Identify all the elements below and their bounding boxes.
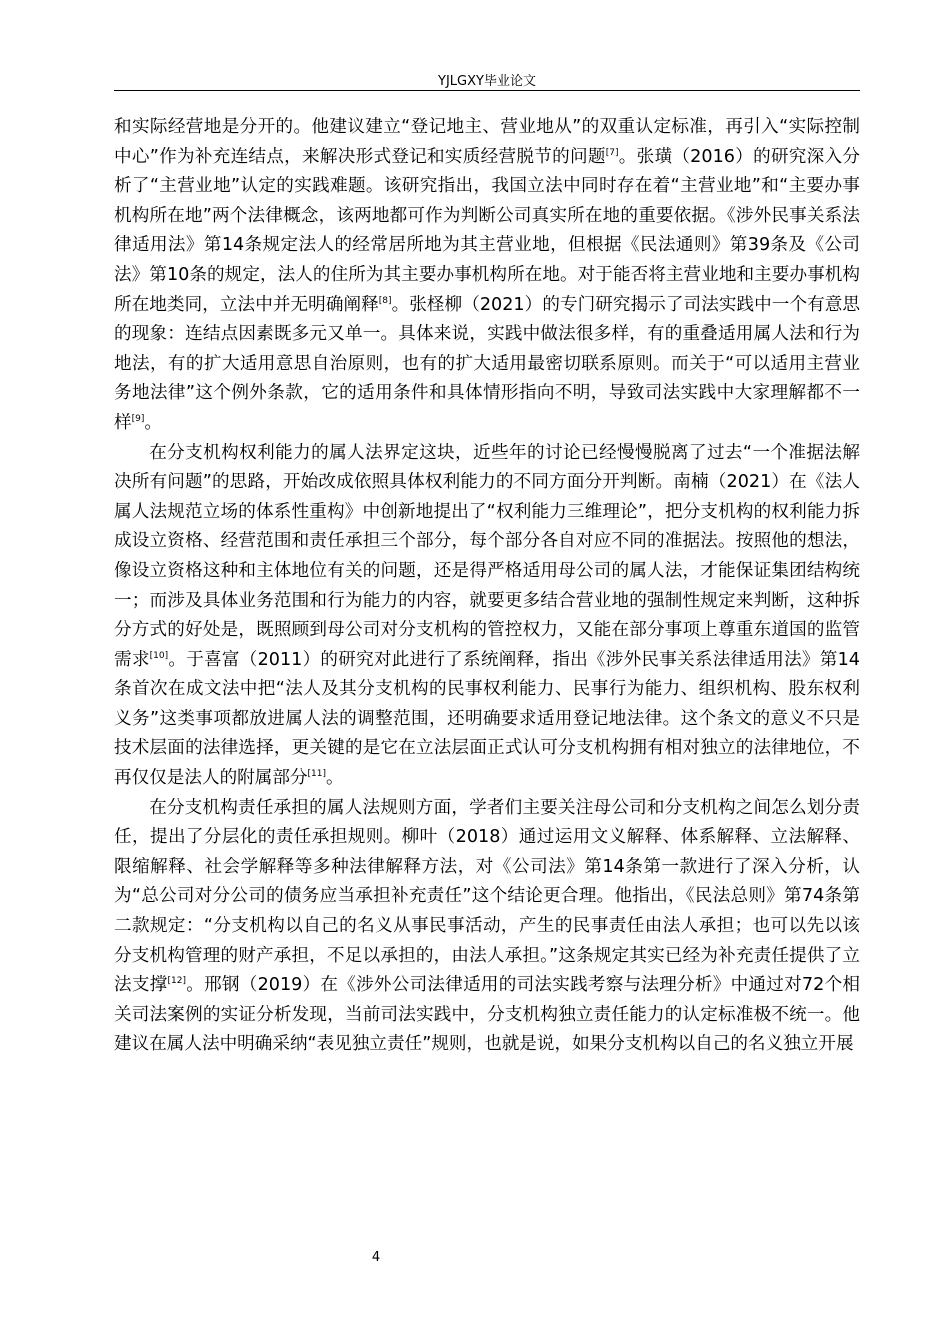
paragraph-text: 。 bbox=[144, 412, 162, 433]
paragraph-text: 在分支机构权利能力的属人法界定这块，近些年的讨论已经慢慢脱离了过去“一个准据法解决所有问题”的思路，开始改成依照具体权利能力的不同方面分开判断。南楠（2021）在《法人属人法规范立场的体系性重构》中创新地提出了“权利能力三维理论”，把分支机构的权利能力拆成设立资格、经营范围和责任承担三个部分，每个部分各自对应不同的准据法。按照他的想法，像设立资格这种和主体地位有关的问题，还是得严格适用母公司的属人法，才能保证集团结构统一；而涉及具体业务范围和行为能力的内容，就要更多结合营业地的强制性规定来判断，这种拆分方式的好处是，既照顾到母公司对分支机构的管控权力，又能在部分事项上尊重东道国的监管需求 bbox=[114, 442, 860, 670]
paragraph-text: 。张柽柳（2021）的专门研究揭示了司法实践中一个有意思的现象：连结点因素既多元又单一。具体来说，实践中做法很多样，有的重叠适用属人法和行为地法，有的扩大适用意思自治原则，也有的扩大适用最密切联系原则。而关于“可以适用主营业务地法律”这个例外条款，它的适用条件和具体情形指向不明，导致司法实践中大家理解都不一样 bbox=[114, 294, 860, 433]
body-text bbox=[114, 113, 860, 1060]
paragraph-text: 。张璜（2016）的研究深入分析了“主营业地”认定的实践难题。该研究指出，我国立法中同时存在着“主营业地”和“主要办事机构所在地”两个法律概念，该两地都可作为判断公司真实所在地的重要依据。《涉外民事关系法律适用法》第14条规定法人的经常居所地为其主营业地，但根据《民法通则》第39条及《公司法》第10条的规定，法人的住所为其主要办事机构所在地。对于能否将主营业地和主要办事机构所在地类同，立法中并无明确阐释 bbox=[114, 146, 860, 315]
paragraph-text: 。邢钢（2019）在《涉外公司法律适用的司法实践考察与法理分析》中通过对72个相关司法案例的实证分析发现，当前司法实践中，分支机构独立责任能力的认定标准极不统一。他建议在属人法中明确采纳“表见独立责任”规则，也就是说，如果分支机构以自己的名义独立开展 bbox=[114, 975, 860, 1055]
header-title: YJLGXY毕业论文 bbox=[438, 74, 536, 89]
citation-ref: [10] bbox=[149, 650, 169, 661]
paragraph bbox=[114, 439, 860, 794]
paragraph-text: 。于喜富（2011）的研究对此进行了系统阐释，指出《涉外民事关系法律适用法》第14条首次在成文法中把“法人及其分支机构的民事权利能力、民事行为能力、组织机构、股东权利义务”这类事项都放进属人法的调整范围，还明确要求适用登记地法律。这个条文的意义不只是技术层面的法律选择，更关键的是它在立法层面正式认可分支机构拥有相对独立的法律地位，不再仅仅是法人的附属部分 bbox=[114, 649, 860, 789]
citation-ref: [12] bbox=[167, 976, 186, 987]
page-header bbox=[114, 74, 860, 91]
paragraph-text: 。 bbox=[326, 768, 344, 789]
citation-ref: [11] bbox=[307, 769, 327, 780]
citation-ref: [7] bbox=[605, 147, 619, 158]
paragraph bbox=[114, 113, 860, 439]
page-number: 4 bbox=[371, 1250, 381, 1265]
paragraph-text: 和实际经营地是分开的。他建议建立“登记地主、营业地从”的双重认定标准，再引入“实际控制中心”作为补充连结点，来解决形式登记和实质经营脱节的问题 bbox=[114, 117, 860, 167]
paragraph-text: 在分支机构责任承担的属人法规则方面，学者们主要关注母公司和分支机构之间怎么划分责任，提出了分层化的责任承担规则。柳叶（2018）通过运用文义解释、体系解释、立法解释、限缩解释、社会学解释等多种法律解释方法，对《公司法》第14条第一款进行了深入分析，认为“总公司对分公司的债务应当承担补充责任”这个结论更合理。他指出，《民法总则》第74条第二款规定：“分支机构以自己的名义从事民事活动，产生的民事责任由法人承担；也可以先以该分支机构管理的财产承担，不足以承担的，由法人承担。”这条规定其实已经为补充责任提供了立法支撑 bbox=[114, 797, 860, 996]
paragraph bbox=[114, 794, 860, 1060]
citation-ref: [9] bbox=[131, 414, 145, 425]
citation-ref: [8] bbox=[378, 295, 392, 306]
